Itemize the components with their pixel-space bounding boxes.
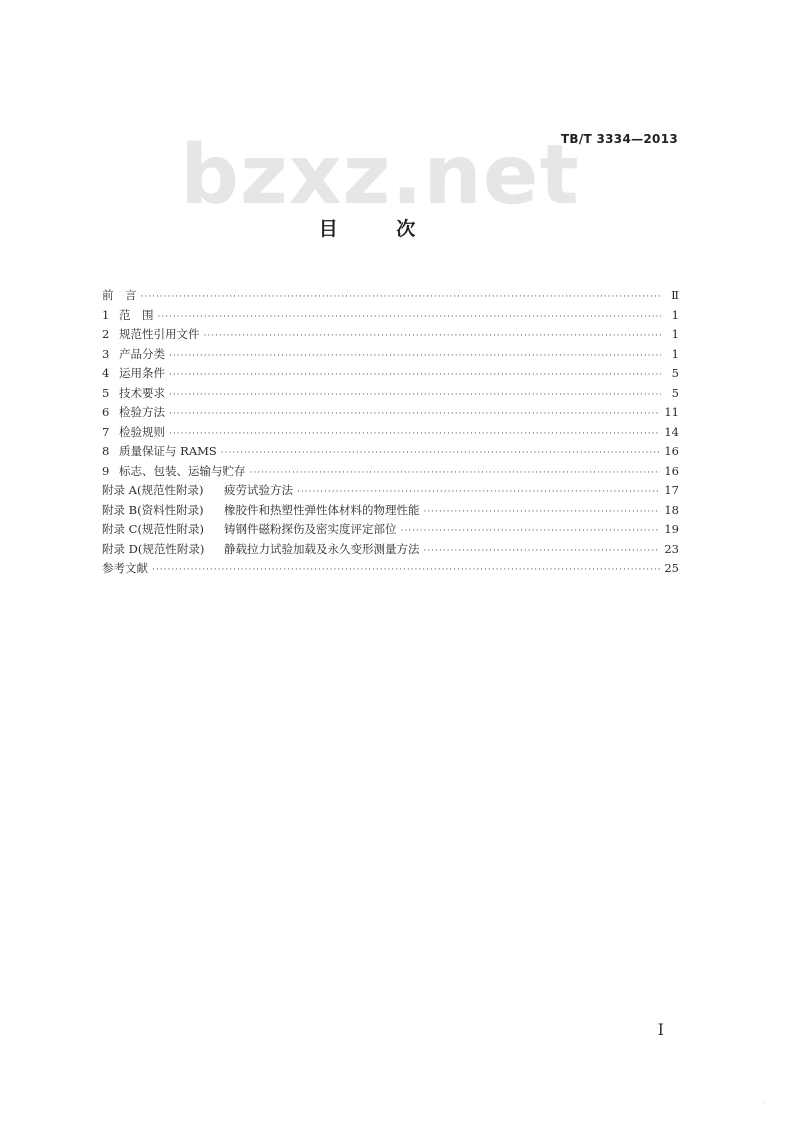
toc-leader: [204, 327, 662, 347]
toc-entry-foreword[interactable]: [102, 286, 679, 306]
toc-entry-chapter-8[interactable]: [102, 442, 679, 462]
toc-entry-label: 6 检验方法: [102, 403, 165, 423]
toc-entry-page: 11: [664, 405, 679, 419]
toc-leader: [221, 444, 661, 464]
toc-entry-chapter-2[interactable]: [102, 325, 679, 345]
toc-entry-label: 3 产品分类: [102, 345, 165, 365]
page-number: I: [657, 1020, 664, 1039]
toc-entry-chapter-9[interactable]: [102, 462, 679, 482]
toc-leader: [169, 386, 661, 406]
toc-entry-label: 9 标志、包装、运输与贮存: [102, 462, 246, 482]
toc-entry-number: 9: [102, 463, 110, 478]
toc-entry-chapter-6[interactable]: [102, 403, 679, 423]
toc-entry-annex-c[interactable]: [102, 520, 679, 540]
toc-entry-page: 19: [664, 522, 679, 536]
toc-leader: [169, 425, 660, 445]
corner-mark: ·: [763, 1098, 766, 1107]
toc-entry-label: 4 运用条件: [102, 364, 165, 384]
toc-leader: [424, 542, 661, 562]
toc-entry-number: 3: [102, 346, 110, 361]
toc-entry-chapter-1[interactable]: [102, 306, 679, 326]
toc-leader: [401, 522, 661, 542]
toc-entry-label: 2 规范性引用文件: [102, 325, 200, 345]
toc-entry-page: Ⅱ: [671, 288, 679, 302]
toc-entry-page: 5: [671, 366, 679, 380]
toc-entry-label: 7 检验规则: [102, 423, 165, 443]
toc-entry-label: 附录 C(规范性附录) 铸钢件磁粉探伤及密实度评定部位: [102, 520, 397, 540]
toc-leader: [158, 308, 662, 328]
toc-entry-label: 附录 B(资料性附录) 橡胶件和热塑性弹性体材料的物理性能: [102, 501, 420, 521]
toc-entry-number: 7: [102, 424, 110, 439]
toc-entry-label: 1 范 围: [102, 306, 154, 326]
toc-annex-designation: 附录 D(规范性附录): [102, 541, 205, 556]
toc-entry-number: 6: [102, 405, 110, 419]
toc-entry-chapter-5[interactable]: [102, 384, 679, 404]
toc-entry-number: 4: [102, 366, 110, 380]
toc-entry-page: 23: [664, 541, 679, 556]
toc-entry-page: 25: [664, 561, 679, 575]
document-code: TB/T 3334—2013: [560, 132, 678, 146]
toc-leader: [141, 288, 662, 308]
toc-leader: [169, 347, 661, 367]
toc-entry-annex-d[interactable]: [102, 540, 679, 560]
toc-entry-page: 1: [671, 307, 679, 322]
toc-entry-page: 1: [671, 327, 679, 341]
page-title: 目 次: [318, 218, 442, 240]
toc-entry-page: 14: [664, 424, 679, 439]
toc-leader: [152, 561, 660, 581]
toc-entry-page: 16: [664, 463, 679, 478]
toc-entry-page: 16: [664, 444, 679, 458]
toc-leader: [250, 464, 661, 484]
toc-annex-designation: 附录 A(规范性附录): [102, 483, 204, 497]
toc-leader: [169, 405, 660, 425]
toc-entry-annex-a[interactable]: [102, 481, 679, 501]
toc-entry-page: 5: [671, 385, 679, 400]
toc-entry-chapter-7[interactable]: [102, 423, 679, 443]
toc-entry-label: 附录 A(规范性附录) 疲劳试验方法: [102, 481, 293, 501]
toc-leader: [169, 366, 661, 386]
toc-leader: [424, 503, 661, 523]
toc-entry-label: 前 言: [102, 288, 137, 302]
toc-entry-label: 附录 D(规范性附录) 静载拉力试验加载及永久变形测量方法: [102, 540, 420, 560]
watermark: bzxz.net: [180, 128, 580, 223]
toc-entry-chapter-3[interactable]: [102, 345, 679, 365]
toc-entry-label: 5 技术要求: [102, 384, 165, 404]
toc-entry-page: 17: [664, 483, 679, 497]
toc-entry-annex-b[interactable]: [102, 501, 679, 521]
toc-entry-label: 8 质量保证与 RAMS: [102, 442, 217, 462]
toc-entry-number: 8: [102, 444, 110, 458]
toc-entry-page: 1: [671, 346, 679, 361]
toc-entry-chapter-4[interactable]: [102, 364, 679, 384]
toc-annex-designation: 附录 C(规范性附录): [102, 522, 204, 536]
toc-entry-label: 参考文献: [102, 561, 148, 575]
table-of-contents: [102, 286, 679, 579]
toc-entry-number: 2: [102, 327, 110, 341]
toc-entry-page: 18: [664, 502, 679, 517]
toc-entry-number: 1: [102, 307, 110, 322]
toc-entry-number: 5: [102, 385, 110, 400]
toc-entry-bibliography[interactable]: [102, 559, 679, 579]
toc-annex-designation: 附录 B(资料性附录): [102, 502, 204, 517]
